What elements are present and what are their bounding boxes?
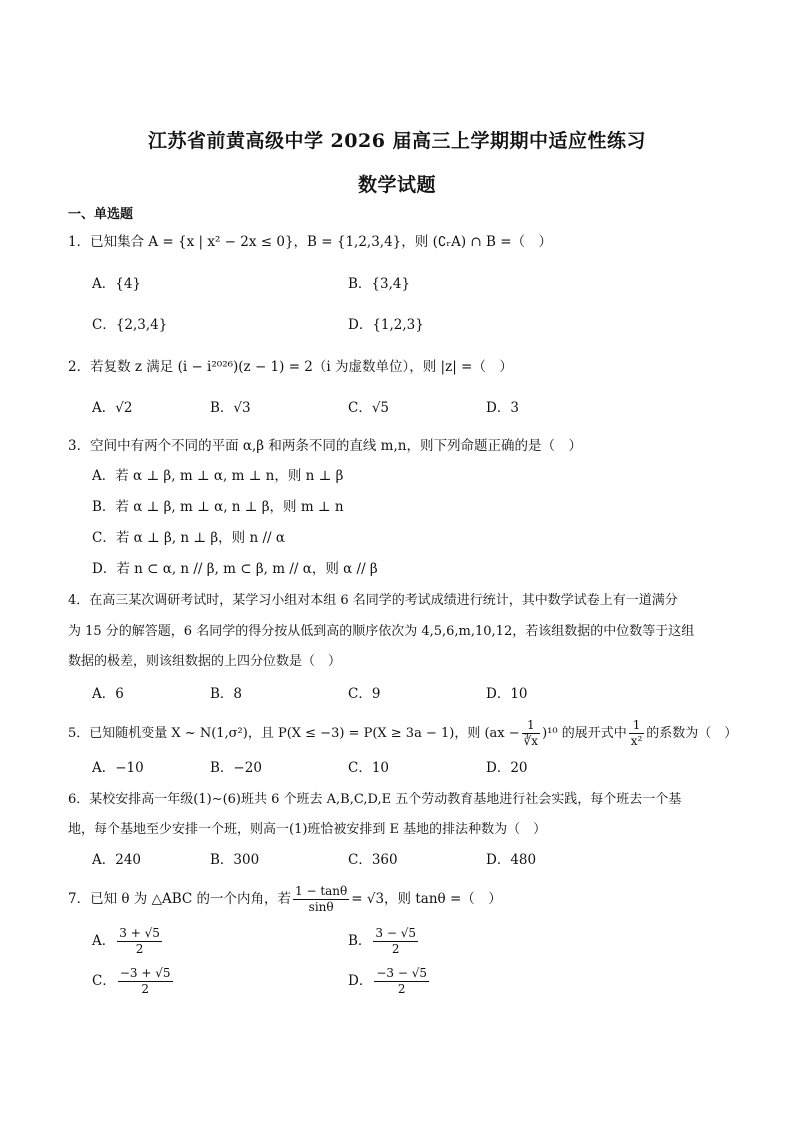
question-1-option-b: B．{3,4} (348, 276, 411, 292)
question-7-option-b-label: B． (348, 933, 372, 949)
question-4-option-a: A．6 (92, 686, 124, 702)
section-heading: 一、单选题 (68, 207, 134, 222)
question-3-stem: 3．空间中有两个不同的平面 α,β 和两条不同的直线 m,n，则下列命题正确的是（ ） (68, 438, 582, 454)
question-7-option-a-numerator: 3 + √5 (119, 926, 160, 940)
question-5-fraction-1 (522, 718, 540, 749)
question-5-option-d: D．20 (486, 760, 528, 776)
question-4-option-b: B．8 (210, 686, 243, 702)
question-5-option-c: C．10 (348, 760, 390, 776)
question-5-fraction-2-denominator: x² (630, 734, 643, 748)
question-7-option-a-fraction (117, 926, 162, 957)
question-6-option-c: C．360 (348, 852, 398, 868)
exam-title: 江苏省前黄高级中学 2026 届高三上学期期中适应性练习 (147, 130, 647, 152)
question-7-option-d-numerator: −3 − √5 (376, 966, 427, 980)
question-1-option-c: C．{2,3,4} (92, 317, 168, 333)
question-5-stem-part-3: 的系数为（ ） (646, 726, 738, 741)
question-5-fraction-2-numerator: 1 (629, 718, 645, 734)
question-7-option-d (348, 966, 431, 997)
question-7-option-d-denominator: 2 (397, 982, 406, 996)
question-7-option-a-denominator: 2 (135, 942, 144, 956)
question-7-option-b-denominator: 2 (391, 942, 400, 956)
question-7-option-b-numerator: 3 − √5 (375, 926, 417, 940)
question-6-stem-line-1: 6．某校安排高一年级(1)∼(6)班共 6 个班去 A,B,C,D,E 五个劳动教育基地进行社会实践，每个班去一个基 (68, 792, 682, 807)
question-7-option-b (348, 926, 420, 957)
question-7-stem (68, 884, 502, 915)
question-5-stem-part-2: )¹⁰ 的展开式中 (542, 726, 627, 741)
question-4-option-d: D．10 (486, 686, 528, 702)
question-4-stem-line-3: 数据的极差，则该组数据的上四分位数是（ ） (68, 654, 342, 669)
question-4-stem-line-1: 4．在高三某次调研考试时，某学习小组对本组 6 名同学的考试成绩进行统计，其中数学试卷上有一道满分 (68, 593, 678, 608)
question-7-fraction-denominator: sinθ (308, 900, 334, 914)
question-1-stem: 1．已知集合 A = {x | x² − 2x ≤ 0}，B = {1,2,3,4}，则 (∁ᵣA) ∩ B =（ ） (68, 234, 553, 250)
question-5-stem-part-1: 5．已知随机变量 X ~ N(1,σ²)，且 P(X ≤ −3) = P(X ≥ 3a − 1)，则 (ax − (68, 726, 520, 741)
question-6-option-a: A．240 (92, 852, 142, 868)
question-3-option-a: A．若 α ⊥ β, m ⊥ α, m ⊥ n，则 n ⊥ β (92, 468, 344, 484)
question-7-option-d-fraction (374, 966, 429, 997)
question-7-option-c-numerator: −3 + √5 (119, 966, 171, 980)
question-3-option-b: B．若 α ⊥ β, m ⊥ α, n ⊥ β，则 m ⊥ n (92, 499, 344, 515)
question-7-option-b-fraction (373, 926, 418, 957)
question-3-option-c: C．若 α ⊥ β, n ⊥ β，则 n // α (92, 530, 285, 546)
question-7-stem-part-1: 7．已知 θ 为 △ABC 的一个内角，若 (68, 891, 292, 907)
question-5-option-a: A．−10 (92, 760, 144, 776)
question-7-fraction-numerator: 1 − tanθ (295, 884, 348, 898)
question-5-fraction-1-denominator: ∛x (523, 734, 539, 748)
question-2-stem: 2．若复数 z 满足 (i − i²⁰²⁶)(z − 1) = 2（i 为虚数单位），则 |z| =（ ） (68, 359, 513, 375)
question-6-stem-line-2: 地，每个基地至少安排一个班，则高一(1)班恰被安排到 E 基地的排法种数为（ ） (68, 822, 547, 837)
question-2-option-a: A．√2 (92, 400, 133, 416)
question-7-stem-part-2: = √3，则 tanθ =（ ） (351, 891, 502, 907)
question-6-option-d: D．480 (486, 852, 537, 868)
question-1-option-a: A．{4} (92, 276, 142, 292)
question-7-option-a-label: A． (92, 933, 116, 949)
question-7-option-c-fraction (118, 966, 173, 997)
question-7-fraction (293, 884, 349, 915)
question-4-option-c: C．9 (348, 686, 381, 702)
question-2-option-b: B．√3 (210, 400, 251, 416)
question-7-option-c-label: C． (92, 973, 116, 989)
question-6-option-b: B．300 (210, 852, 260, 868)
question-7-option-d-label: D． (348, 973, 373, 989)
question-5-fraction-2 (629, 718, 645, 749)
question-5-stem (68, 718, 737, 749)
question-5-fraction-1-numerator: 1 (522, 718, 540, 734)
question-2-option-c: C．√5 (348, 400, 390, 416)
question-5-option-b: B．−20 (210, 760, 262, 776)
question-7-option-c (92, 966, 175, 997)
question-3-option-d: D．若 n ⊂ α, n // β, m ⊂ β, m // α，则 α // β (92, 561, 378, 577)
question-7-option-a (92, 926, 164, 957)
question-4-stem-line-2: 为 15 分的解答题，6 名同学的得分按从低到高的顺序依次为 4,5,6,m,10,12，若该组数据的中位数等于这组 (68, 624, 695, 639)
question-1-option-d: D．{1,2,3} (348, 317, 424, 333)
question-2-option-d: D．3 (486, 400, 519, 416)
question-7-option-c-denominator: 2 (141, 982, 149, 996)
exam-subtitle: 数学试题 (357, 174, 436, 196)
